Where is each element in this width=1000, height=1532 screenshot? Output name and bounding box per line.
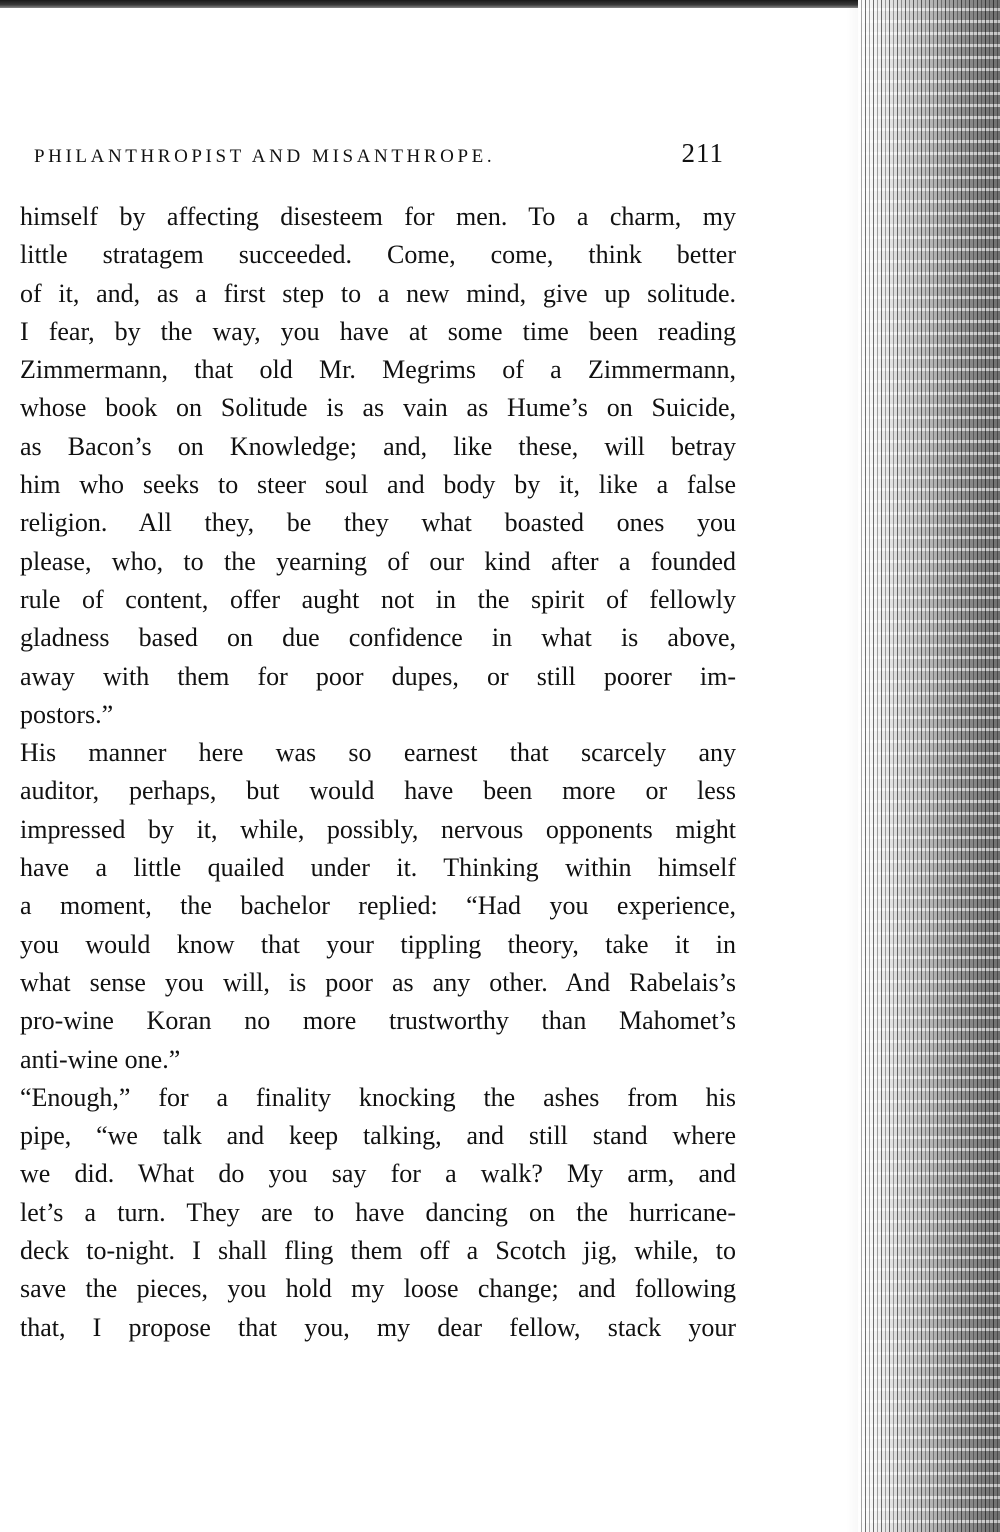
text-line: anti-wine one.” — [20, 1044, 181, 1074]
text-line: please, who, to the yearning of our kind after a founded — [20, 546, 736, 576]
running-title: PHILANTHROPIST AND MISANTHROPE. — [34, 146, 496, 167]
text-line: we did. What do you say for a walk? My arm, and — [20, 1159, 736, 1189]
text-line: let’s a turn. They are to have dancing on the hurricane- — [20, 1197, 736, 1227]
text-line: little stratagem succeeded. Come, come, think better — [20, 240, 736, 270]
text-line: himself by affecting disesteem for men. To a charm, my — [20, 202, 736, 231]
text-line: whose book on Solitude is as vain as Hume’s on Suicide, — [20, 393, 736, 423]
text-line: impressed by it, while, possibly, nervous opponents might — [20, 814, 736, 844]
text-line: that, I propose that you, my dear fellow, stack your — [20, 1312, 736, 1342]
text-line: postors.” — [20, 699, 114, 729]
text-line: as Bacon’s on Knowledge; and, like these, will betray — [20, 431, 736, 461]
text-line: gladness based on due confidence in what is above, — [20, 623, 736, 653]
text-line: what sense you will, is poor as any other. And Rabelais’s — [20, 967, 736, 997]
text-line: a moment, the bachelor replied: “Had you experience, — [20, 891, 736, 921]
text-line: His manner here was so earnest that scarcely any — [20, 738, 736, 768]
text-line: away with them for poor dupes, or still poorer im- — [20, 661, 736, 691]
text-line: deck to-night. I shall fling them off a Scotch jig, while, to — [20, 1236, 736, 1266]
text-line: auditor, perhaps, but would have been more or less — [20, 776, 736, 806]
running-head — [34, 138, 724, 172]
text-line: you would know that your tippling theory, take it in — [20, 929, 736, 959]
book-page-edge — [858, 0, 1000, 1532]
text-line: have a little quailed under it. Thinking within himself — [20, 853, 736, 883]
text-line: I fear, by the way, you have at some time been reading — [20, 316, 736, 346]
text-line: rule of content, offer aught not in the spirit of fellowly — [20, 584, 736, 614]
text-line: “Enough,” for a finality knocking the ashes from his — [20, 1082, 736, 1112]
body-text — [20, 198, 736, 1347]
text-line: pipe, “we talk and keep talking, and still stand where — [20, 1121, 736, 1151]
page-number: 211 — [681, 138, 724, 168]
text-line: Zimmermann, that old Mr. Megrims of a Zimmermann, — [20, 355, 736, 385]
text-line: pro-wine Koran no more trustworthy than Mahomet’s — [20, 1006, 736, 1036]
text-line: save the pieces, you hold my loose change; and following — [20, 1274, 736, 1304]
text-line: of it, and, as a first step to a new mind, give up solitude. — [20, 278, 736, 308]
text-line: him who seeks to steer soul and body by it, like a false — [20, 470, 736, 500]
text-line: religion. All they, be they what boasted ones you — [20, 508, 736, 538]
